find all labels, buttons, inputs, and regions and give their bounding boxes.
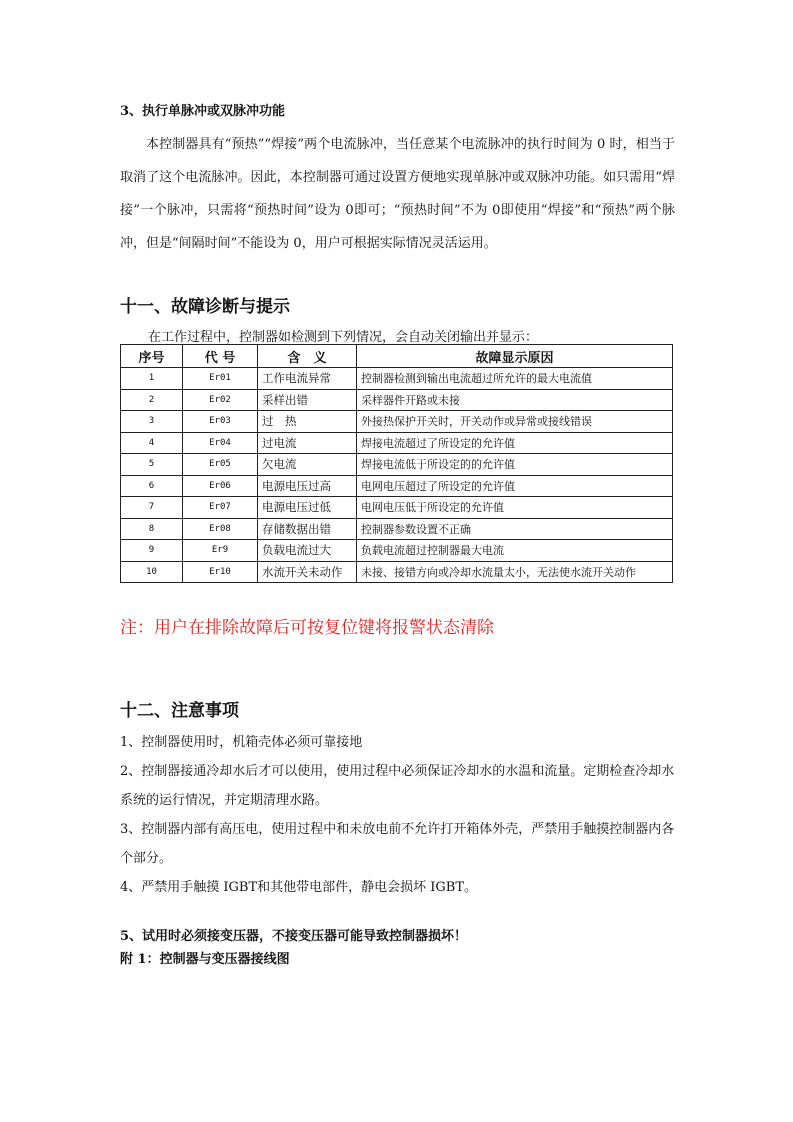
fault-no-cell: 1 xyxy=(121,368,183,390)
fault-code-cell: Er06 xyxy=(183,475,258,497)
fault-reason-cell: 负载电流超过控制器最大电流 xyxy=(357,540,673,562)
fault-reason-cell: 控制器参数设置不正确 xyxy=(357,518,673,540)
precaution-item-3: 3、控制器内部有高压电，使用过程中和未放电前不允许打开箱体外壳，严禁用手触摸控制器内各个部分。 xyxy=(120,822,675,866)
section-3-heading: 3、执行单脉冲或双脉冲功能 xyxy=(120,104,286,119)
fault-reason-cell: 焊接电流低于所设定的的允许值 xyxy=(357,454,673,476)
fault-code-cell: Er9 xyxy=(183,540,258,562)
fault-meaning-cell: 存储数据出错 xyxy=(258,518,357,540)
fault-code-cell: Er07 xyxy=(183,497,258,519)
header-meaning: 含 义 xyxy=(258,345,357,368)
fault-no-cell: 4 xyxy=(121,432,183,454)
fault-no-cell: 5 xyxy=(121,454,183,476)
fault-code-cell: Er03 xyxy=(183,411,258,433)
header-no: 序号 xyxy=(121,345,183,368)
section-3-paragraph: 本控制器具有“预热”“焊接”两个电流脉冲，当任意某个电流脉冲的执行时间为 0 时，相当于取消了这个电流脉冲。因此，本控制器可通过设置方便地实现单脉冲或双脉冲功能。如只需用“焊接”一个脉冲，只需将“预热时间”设为 0即可；“预热时间”不为 0即使用“焊接”和“预热”两个脉冲，但是“间隔时间”不能设为 0，用户可根据实际情况灵活运用。 xyxy=(120,137,675,251)
precaution-item-5: 5、试用时必须接变压器，不接变压器可能导致控制器损坏！ xyxy=(120,929,468,944)
section-3-paragraph-block xyxy=(120,128,675,260)
fault-meaning-cell: 电源电压过高 xyxy=(258,475,357,497)
appendix-1-title: 附 1：控制器与变压器接线图 xyxy=(120,952,290,967)
fault-reason-cell: 焊接电流超过了所设定的允许值 xyxy=(357,432,673,454)
fault-table-row xyxy=(121,454,673,476)
header-reason: 故障显示原因 xyxy=(357,345,673,368)
fault-no-cell: 9 xyxy=(121,540,183,562)
fault-no-cell: 8 xyxy=(121,518,183,540)
fault-meaning-cell: 负载电流过大 xyxy=(258,540,357,562)
fault-no-cell: 3 xyxy=(121,411,183,433)
fault-meaning-cell: 采样出错 xyxy=(258,389,357,411)
fault-reason-cell: 未接、接错方向或冷却水流量太小，无法使水流开关动作 xyxy=(357,561,673,583)
fault-no-cell: 6 xyxy=(121,475,183,497)
fault-meaning-cell: 过电流 xyxy=(258,432,357,454)
fault-table-row xyxy=(121,497,673,519)
precaution-item-2: 2、控制器接通冷却水后才可以使用，使用过程中必须保证冷却水的水温和流量。定期检查冷却水系统的运行情况，并定期清理水路。 xyxy=(120,764,675,808)
fault-table-row xyxy=(121,368,673,390)
fault-table-row xyxy=(121,432,673,454)
fault-no-cell: 7 xyxy=(121,497,183,519)
precautions-list xyxy=(120,728,675,902)
fault-meaning-cell: 欠电流 xyxy=(258,454,357,476)
section-11-title: 十一、故障诊断与提示 xyxy=(120,297,290,317)
fault-code-cell: Er05 xyxy=(183,454,258,476)
fault-code-cell: Er10 xyxy=(183,561,258,583)
fault-code-cell: Er02 xyxy=(183,389,258,411)
fault-code-cell: Er04 xyxy=(183,432,258,454)
fault-table-row xyxy=(121,475,673,497)
fault-table-row xyxy=(121,518,673,540)
fault-table-row xyxy=(121,389,673,411)
fault-meaning-cell: 电源电压过低 xyxy=(258,497,357,519)
fault-no-cell: 2 xyxy=(121,389,183,411)
fault-table-row xyxy=(121,561,673,583)
reset-note: 注：用户在排除故障后可按复位键将报警状态清除 xyxy=(120,618,494,638)
fault-meaning-cell: 过 热 xyxy=(258,411,357,433)
header-code: 代 号 xyxy=(183,345,258,368)
fault-reason-cell: 电网电压低于所设定的允许值 xyxy=(357,497,673,519)
fault-table-row xyxy=(121,540,673,562)
fault-reason-cell: 外接热保护开关时，开关动作或异常或接线错误 xyxy=(357,411,673,433)
fault-code-cell: Er08 xyxy=(183,518,258,540)
fault-reason-cell: 采样器件开路或未接 xyxy=(357,389,673,411)
fault-reason-cell: 控制器检测到输出电流超过所允许的最大电流值 xyxy=(357,368,673,390)
fault-meaning-cell: 水流开关未动作 xyxy=(258,561,357,583)
fault-table-intro: 在工作过程中，控制器如检测到下列情况，会自动关闭输出并显示： xyxy=(148,330,539,345)
fault-table-header-row xyxy=(121,345,673,368)
fault-table xyxy=(120,344,673,583)
fault-no-cell: 10 xyxy=(121,561,183,583)
fault-code-cell: Er01 xyxy=(183,368,258,390)
precaution-item-1: 1、控制器使用时，机箱壳体必须可靠接地 xyxy=(120,735,363,750)
fault-table-row xyxy=(121,411,673,433)
fault-meaning-cell: 工作电流异常 xyxy=(258,368,357,390)
precaution-item-4: 4、严禁用手触摸 IGBT和其他带电部件，静电会损坏 IGBT。 xyxy=(120,880,478,895)
fault-reason-cell: 电网电压超过了所设定的允许值 xyxy=(357,475,673,497)
section-12-title: 十二、注意事项 xyxy=(120,701,239,721)
